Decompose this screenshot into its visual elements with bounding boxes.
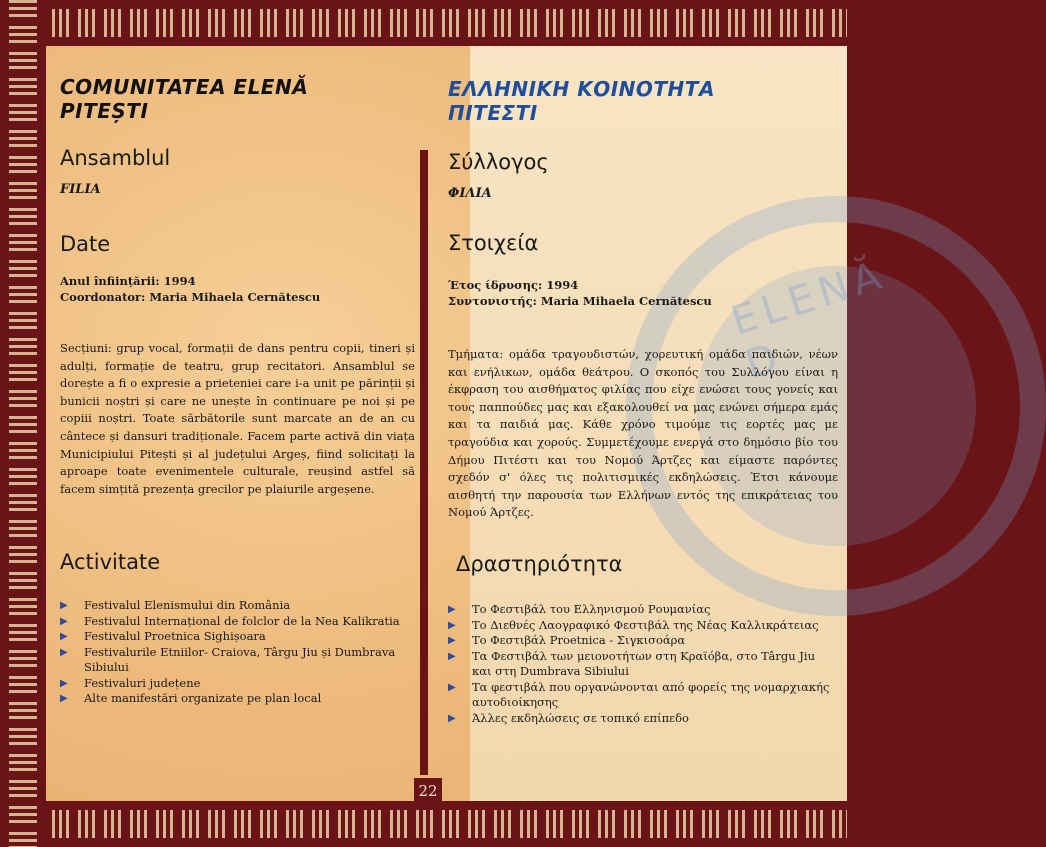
list-item: ▶ Festivalurile Etniilor- Craiova, Târgu Jiu și Dumbrava Sibiului — [60, 645, 415, 676]
romanian-title-line1: COMUNITATEA ELENĂ — [60, 75, 309, 99]
list-item: ▶ Festivaluri județene — [60, 676, 415, 692]
list-item: ▶ Άλλες εκδηλώσεις σε τοπικό επίπεδο — [448, 711, 838, 727]
romanian-coordinator: Coordonator: Maria Mihaela Cernătescu — [60, 290, 321, 304]
seal-text: ELENĂ D — [725, 251, 893, 389]
romanian-info — [60, 273, 415, 305]
greek-date-heading: Στοιχεία — [448, 231, 539, 255]
list-item: ▶ Festivalul Internațional de folclor de la Nea Kalikratia — [60, 614, 415, 630]
romanian-column — [60, 75, 415, 123]
greek-column — [448, 77, 838, 125]
romanian-activity-list — [60, 598, 415, 707]
greek-ensemble-name: ΦΙΛΙΑ — [448, 186, 492, 201]
romanian-paragraph: Secțiuni: grup vocal, formații de dans pentru copii, tineri și adulți, formație de teatru, grup recitatori. Ansamblul se dorește a fi o expresie a prieteniei care i-a unit pe părinții și bunicii noștri și care ne unește în continuare pe noi și pe copiii noștri. Toate sărbătorile sunt marcate an de an cu cântece și dansuri tradiționale. Facem parte activă din viața Municipiului Pitești și al județului Argeș, fiind solicitați la aproape toate evenimentele culturale, reușind astfel să facem simțită prezența grecilor pe plaiurile argeșene. — [60, 341, 415, 496]
greek-ensemble-heading: Σύλλογος — [448, 150, 549, 174]
greek-activity-list — [448, 602, 838, 726]
romanian-ensemble-heading: Ansamblul — [60, 146, 171, 170]
list-item: ▶ Festivalul Proetnica Sighișoara — [60, 629, 415, 645]
list-item: ▶ Το Διεθνές Λαογραφικό Φεστιβάλ της Νέας Καλλικράτειας — [448, 618, 838, 634]
column-divider — [420, 150, 428, 775]
greek-key-border-left — [0, 0, 46, 847]
page-number: 22 — [414, 778, 442, 804]
greek-founded: Έτος ίδρυσης: 1994 — [448, 278, 579, 292]
greek-key-border-bottom — [0, 801, 847, 847]
greek-title — [448, 77, 838, 125]
romanian-date-heading: Date — [60, 232, 111, 256]
greek-title-line2: ΠΙΤΕΣΤΙ — [448, 101, 538, 125]
list-item: ▶ Το Φεστιβάλ Proetnica - Σιγκισοάρα — [448, 633, 838, 649]
list-item: ▶ Festivalul Elenismului din România — [60, 598, 415, 614]
greek-info — [448, 277, 838, 309]
romanian-ensemble-name: FILIA — [60, 182, 101, 197]
list-item: ▶ Τα Φεστιβάλ των μειονοτήτων στη Κραϊόβα, στο Târgu Jiu και στη Dumbrava Sibiului — [448, 649, 838, 680]
romanian-founded: Anul înființării: 1994 — [60, 274, 196, 288]
romanian-activity-heading: Activitate — [60, 550, 161, 574]
list-item: ▶ Τα φεστιβάλ που οργανώνονται από φορείς της νομαρχιακής αυτοδιοίκησης — [448, 680, 838, 711]
romanian-title — [60, 75, 415, 123]
greek-activity-heading: Δραστηριότητα — [456, 552, 623, 576]
greek-key-border-top — [0, 0, 847, 46]
greek-paragraph: Τμήματα: ομάδα τραγουδιστών, χορευτική ομάδα παιδιών, νέων και ενήλικων, ομάδα θεάτρου. Ο σκοπός του Συλλόγου είναι η έκφραση του αισθήματος φιλίας που είχε ενώσει τους γονείς και τους παππούδες μας και εξακολουθεί να μας ενώνει σήμερα εμάς και τα παιδιά μας. Κάθε χρόνο τιμούμε τις εορτές μας με τραγούδια και χορούς. Συμμετέχουμε ενεργά στο δημόσιο βίο του Δήμου Πιτέστι και του Νομού Άρτζες και είμαστε παρόντες σχεδόν σ' όλες τις πολιτισμικές εκδηλώσεις. Έτσι κάνουμε αισθητή την παρουσία των Ελλήνων εντός της επικράτειας του Νομού Άρτζες. — [448, 347, 838, 520]
romanian-title-line2: PITEȘTI — [60, 99, 149, 123]
greek-title-line1: ΕΛΛΗΝΙΚΗ ΚΟΙΝΟΤΗΤΑ — [448, 77, 715, 101]
list-item: ▶ Το Φεστιβάλ του Ελληνισμού Ρουμανίας — [448, 602, 838, 618]
greek-coordinator: Συντονιστής: Maria Mihaela Cernătescu — [448, 294, 712, 308]
list-item: ▶ Alte manifestări organizate pe plan local — [60, 691, 415, 707]
